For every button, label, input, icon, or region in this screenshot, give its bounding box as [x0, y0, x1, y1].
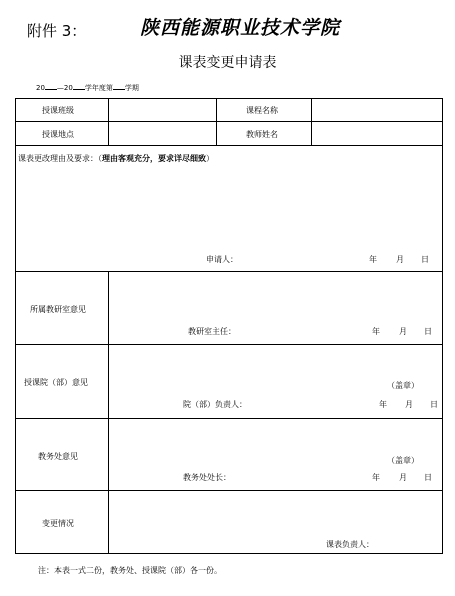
table-divider: [311, 98, 312, 146]
month-label: 月: [396, 255, 404, 264]
day-label: 日: [430, 400, 438, 409]
seal-label: （盖章）: [387, 456, 419, 465]
day-label: 日: [424, 473, 432, 482]
blank-field: [45, 81, 57, 90]
table-divider: [108, 98, 109, 146]
table-border: [442, 98, 443, 554]
change-status-label: 变更情况: [42, 519, 74, 528]
research-director-label: 教研室主任：: [188, 327, 236, 336]
table-divider: [108, 271, 109, 554]
term-semester-label: 学期: [124, 84, 139, 92]
table-divider: [15, 344, 443, 345]
college-head-label: 院（部）负责人：: [183, 400, 247, 409]
day-label: 日: [424, 327, 432, 336]
table-divider: [216, 98, 217, 146]
year-label: 年: [379, 400, 387, 409]
seal-label: （盖章）: [387, 381, 419, 390]
month-label: 月: [399, 327, 407, 336]
year-label: 年: [372, 327, 380, 336]
academic-affairs-head-label: 教务处处长：: [183, 473, 231, 482]
blank-field: [73, 81, 85, 90]
academic-affairs-opinion-label: 教务处意见: [38, 452, 78, 461]
reason-label: [18, 153, 214, 164]
applicant-label: 申请人：: [206, 255, 238, 264]
reason-label-end: ）: [206, 154, 214, 163]
class-label: 授课班级: [42, 106, 74, 115]
month-label: 月: [405, 400, 413, 409]
table-divider: [15, 490, 443, 491]
table-border: [15, 553, 443, 554]
reason-emphasis: 理由客观充分，要求详尽细致: [102, 154, 206, 163]
year-label: 年: [372, 473, 380, 482]
term-year-start: 20: [36, 84, 45, 92]
table-border: [15, 98, 16, 554]
research-opinion-label: 所属教研室意见: [30, 305, 86, 314]
reason-label-text: 课表更改理由及要求：（: [18, 154, 102, 163]
month-label: 月: [399, 473, 407, 482]
blank-field: [113, 81, 125, 90]
course-label: 课程名称: [246, 106, 278, 115]
attachment-label: 附件 3：: [27, 22, 87, 40]
academic-term-line: [36, 81, 139, 93]
day-label: 日: [421, 255, 429, 264]
table-border: [15, 98, 443, 99]
college-opinion-label: 授课院（部）意见: [24, 378, 88, 387]
school-name: 陕西能源职业技术学院: [140, 17, 341, 39]
term-year-label: 学年度第: [84, 84, 113, 92]
table-divider: [15, 145, 443, 146]
form-title: 课表变更申请表: [178, 55, 277, 71]
term-year-end: —20: [56, 84, 73, 92]
teacher-label: 教师姓名: [246, 130, 278, 139]
location-label: 授课地点: [42, 130, 74, 139]
table-divider: [15, 271, 443, 272]
table-divider: [15, 418, 443, 419]
schedule-manager-label: 课表负责人：: [326, 540, 374, 549]
table-divider: [15, 121, 443, 122]
year-label: 年: [369, 255, 377, 264]
footnote: 注：本表一式二份，教务处、授课院（部）各一份。: [38, 566, 222, 575]
